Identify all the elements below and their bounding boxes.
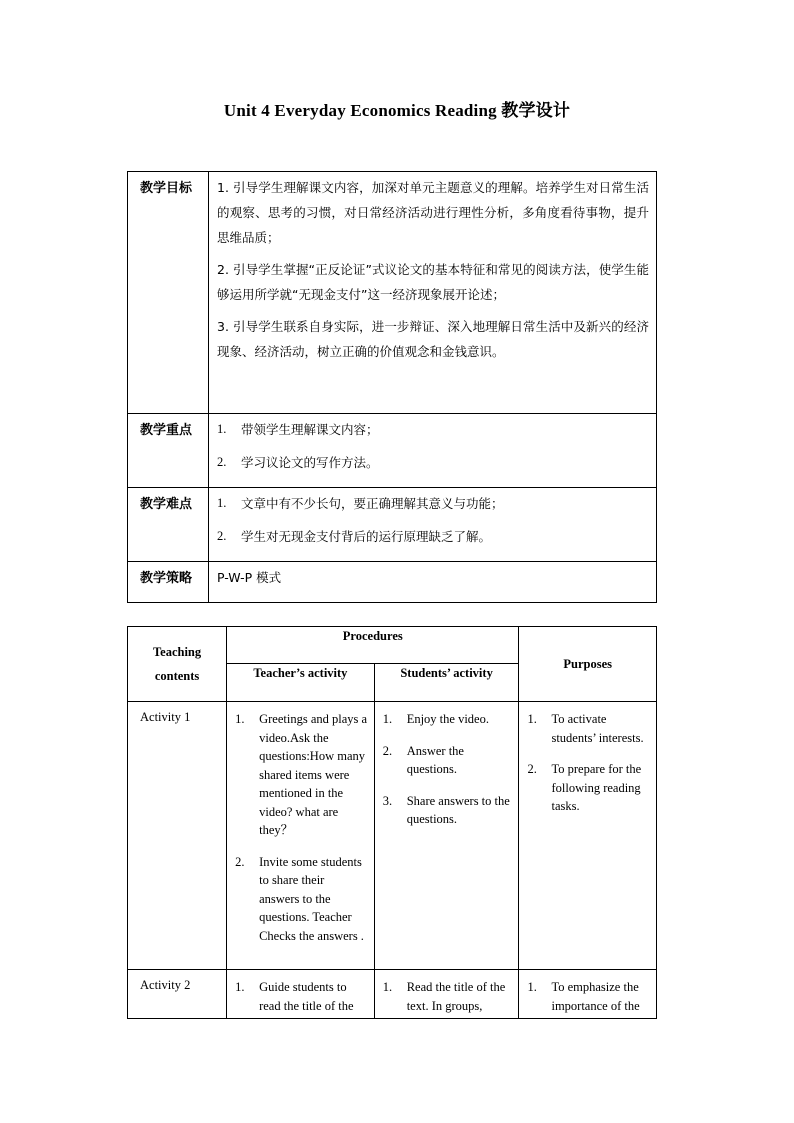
key-points-row (128, 414, 657, 488)
list-item: 1. To activate students’ interests. (527, 712, 644, 745)
list-item: 3. Share answers to the questions. (382, 793, 510, 826)
activity-label: Activity 2 (128, 970, 227, 1019)
list-item: 1. Greetings and plays a video.Ask the questions:How many shared items were mentioned in the video? what are they？ (235, 712, 368, 837)
purposes-cell (519, 702, 657, 970)
activity-label: Activity 1 (128, 702, 227, 970)
strategy-content: P-W-P 模式 (209, 562, 657, 603)
objectives-row (128, 172, 657, 414)
purposes-header: Purposes (519, 627, 657, 702)
students-activity-header: Students’ activity (374, 664, 519, 702)
list-item: 1. Enjoy the video. (382, 712, 489, 726)
list-item: 1. Read the title of the text. In groups, (382, 980, 506, 1013)
activity-row (128, 702, 657, 970)
difficulty-item: 2. 学生对无现金支付背后的运行原理缺乏了解。 (217, 529, 492, 544)
procedures-table (127, 626, 657, 1019)
difficulties-content (209, 488, 657, 562)
teacher-activity-cell (227, 702, 375, 970)
key-point-item: 2. 学习议论文的写作方法。 (217, 455, 379, 470)
procedures-header: Procedures (227, 627, 519, 664)
key-points-label: 教学重点 (128, 414, 209, 488)
activity-row (128, 970, 657, 1019)
objectives-label: 教学目标 (128, 172, 209, 414)
strategy-row (128, 562, 657, 603)
header-row (128, 627, 657, 664)
key-point-item: 1. 带领学生理解课文内容； (217, 422, 379, 437)
purposes-cell (519, 970, 657, 1019)
page-title: Unit 4 Everyday Economics Reading 教学设计 (223, 101, 571, 120)
teaching-contents-header: Teaching contents (128, 627, 227, 702)
objective-item: 1. 引导学生理解课文内容，加深对单元主题意义的理解。培养学生对日常生活的观察、思考的习惯，对日常经济活动进行理性分析，多角度看待事物，提升思维品质； (217, 180, 649, 245)
list-item: 1. To emphasize the importance of the (527, 980, 640, 1013)
students-activity-cell (374, 702, 519, 970)
teacher-activity-header: Teacher’s activity (227, 664, 375, 702)
objectives-content (209, 172, 657, 414)
students-activity-cell (374, 970, 519, 1019)
objective-item: 3. 引导学生联系自身实际，进一步辩证、深入地理解日常生活中及新兴的经济现象、经济活动，树立正确的价值观念和金钱意识。 (217, 319, 649, 359)
teacher-activity-cell (227, 970, 375, 1019)
objective-item: 2. 引导学生掌握“正反论证”式议论文的基本特征和常见的阅读方法，使学生能够运用所学就“无现金支付”这一经济现象展开论述； (217, 262, 649, 302)
list-item: 2. Answer the questions. (382, 743, 464, 776)
key-points-content (209, 414, 657, 488)
strategy-label: 教学策略 (128, 562, 209, 603)
difficulties-row (128, 488, 657, 562)
list-item: 1. Guide students to read the title of the (235, 980, 354, 1013)
teaching-design-table (127, 171, 657, 603)
list-item: 2. Invite some students to share their answers to the questions. Teacher Checks the answers . (235, 854, 364, 943)
difficulties-label: 教学难点 (128, 488, 209, 562)
list-item: 2. To prepare for the following reading tasks. (527, 762, 642, 813)
difficulty-item: 1. 文章中有不少长句，要正确理解其意义与功能； (217, 496, 504, 511)
